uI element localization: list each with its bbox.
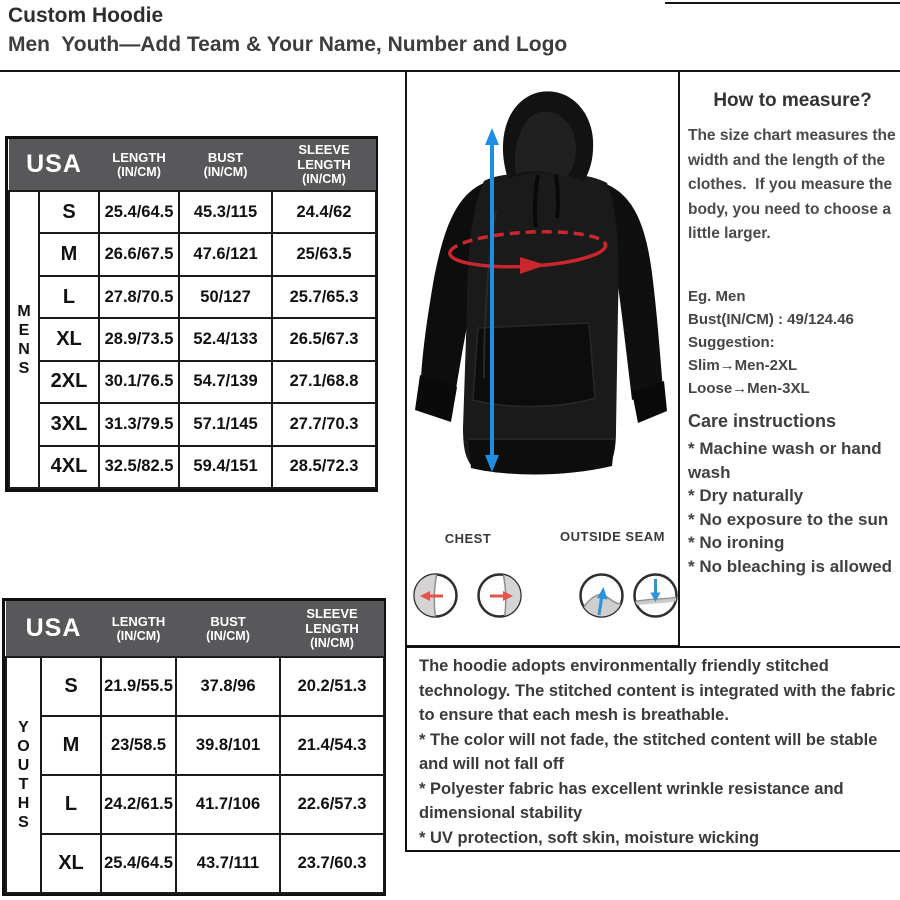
hoodie-box-left-border xyxy=(405,71,407,647)
header-row xyxy=(9,139,376,191)
length-cell: 30.1/76.5 xyxy=(99,361,179,403)
sleeve-cell: 25.7/65.3 xyxy=(272,276,376,318)
table-row xyxy=(6,834,384,893)
product-description-line: The hoodie adopts environmentally friendly stitched technology. The stitched content is integrated with the fabric to ensure that each mesh is breathable. xyxy=(419,657,896,724)
page-title: Custom Hoodie xyxy=(8,4,164,27)
size-label: M xyxy=(39,233,99,275)
bust-cell: 39.8/101 xyxy=(176,716,280,775)
bust-cell: 52.4/133 xyxy=(179,318,272,360)
hoodie-product-image xyxy=(408,78,680,518)
chest-width-left-icon xyxy=(412,572,459,619)
youths-size-table xyxy=(2,598,386,896)
bust-cell: 41.7/106 xyxy=(176,775,280,834)
outside-seam-down-icon xyxy=(632,572,679,619)
sleeve-cell: 24.4/62 xyxy=(272,191,376,233)
length-cell: 21.9/55.5 xyxy=(101,657,176,716)
hoodie-illustration xyxy=(415,91,667,474)
header-row xyxy=(6,601,384,657)
title-divider xyxy=(0,70,900,72)
care-instruction-item: * No bleaching is allowed xyxy=(688,556,893,576)
column-header-usa: USA xyxy=(9,139,99,191)
sleeve-cell: 25/63.5 xyxy=(272,233,376,275)
size-example-line: Slim→Men-2XL xyxy=(688,357,798,374)
care-instruction-item: * Machine wash or hand wash xyxy=(688,439,882,482)
size-label: 4XL xyxy=(39,446,99,488)
size-label: 3XL xyxy=(39,403,99,445)
length-cell: 32.5/82.5 xyxy=(99,446,179,488)
product-description-line: * UV protection, soft skin, moisture wicking xyxy=(419,828,760,847)
chest-label: CHEST xyxy=(444,531,492,546)
length-cell: 24.2/61.5 xyxy=(101,775,176,834)
column-header: BUST (IN/CM) xyxy=(179,139,272,191)
size-example-line: Bust(IN/CM) : 49/124.46 xyxy=(688,311,854,328)
table-row xyxy=(9,318,376,360)
size-example-block xyxy=(688,285,896,400)
table-row xyxy=(9,403,376,445)
column-header: LENGTH (IN/CM) xyxy=(101,601,176,657)
sleeve-cell: 28.5/72.3 xyxy=(272,446,376,488)
product-description-box xyxy=(405,646,900,852)
top-right-divider xyxy=(665,2,900,4)
bust-cell: 54.7/139 xyxy=(179,361,272,403)
table-row xyxy=(9,233,376,275)
table-row xyxy=(6,775,384,834)
sleeve-cell: 27.7/70.3 xyxy=(272,403,376,445)
table-row xyxy=(9,191,376,233)
bust-cell: 50/127 xyxy=(179,276,272,318)
size-label: XL xyxy=(39,318,99,360)
care-instruction-item: * No ironing xyxy=(688,533,785,552)
care-instruction-item: * No exposure to the sun xyxy=(688,509,889,529)
sleeve-cell: 26.5/67.3 xyxy=(272,318,376,360)
how-to-measure-heading: How to measure? xyxy=(713,90,872,111)
length-cell: 28.9/73.5 xyxy=(99,318,179,360)
column-header: BUST (IN/CM) xyxy=(176,601,280,657)
product-description-line: * The color will not fade, the stitched content will be stable and will not fall off xyxy=(419,730,878,773)
bust-cell: 45.3/115 xyxy=(179,191,272,233)
table-row xyxy=(9,361,376,403)
bust-cell: 37.8/96 xyxy=(176,657,280,716)
table-row xyxy=(9,446,376,488)
length-cell: 25.4/64.5 xyxy=(101,834,176,893)
care-instructions-heading: Care instructions xyxy=(688,411,837,431)
size-label: S xyxy=(39,191,99,233)
column-header-usa: USA xyxy=(6,601,101,657)
length-cell: 25.4/64.5 xyxy=(99,191,179,233)
bust-cell: 47.6/121 xyxy=(179,233,272,275)
outside-seam-up-icon xyxy=(578,572,625,619)
product-description-line: * Polyester fabric has excellent wrinkle resistance and dimensional stability xyxy=(419,779,844,822)
column-header: SLEEVE LENGTH (IN/CM) xyxy=(272,139,376,191)
column-header: SLEEVE LENGTH (IN/CM) xyxy=(280,601,384,657)
sleeve-cell: 20.2/51.3 xyxy=(280,657,384,716)
chest-width-right-icon xyxy=(476,572,523,619)
size-table-grid xyxy=(8,139,377,489)
size-label: XL xyxy=(41,834,101,893)
size-example-line: Loose→Men-3XL xyxy=(688,380,810,397)
length-cell: 26.6/67.5 xyxy=(99,233,179,275)
outside-seam-label: OUTSIDE SEAM xyxy=(560,529,665,544)
size-example-line: Eg. Men xyxy=(688,288,746,305)
size-label: L xyxy=(39,276,99,318)
bust-cell: 57.1/145 xyxy=(179,403,272,445)
group-label: Y O U T H S xyxy=(6,657,41,893)
group-label: M E N S xyxy=(9,191,39,488)
how-to-measure-body: The size chart measures the width and the length of the clothes. If you measure the body, you need to choose a little larger. xyxy=(688,127,900,242)
length-cell: 31.3/79.5 xyxy=(99,403,179,445)
table-row xyxy=(9,276,376,318)
table-row xyxy=(6,657,384,716)
size-label: 2XL xyxy=(39,361,99,403)
length-cell: 27.8/70.5 xyxy=(99,276,179,318)
column-header: LENGTH (IN/CM) xyxy=(99,139,179,191)
size-table-grid xyxy=(5,601,385,894)
bust-cell: 59.4/151 xyxy=(179,446,272,488)
page-subtitle: Men Youth—Add Team & Your Name, Number and Logo xyxy=(8,33,568,56)
sleeve-cell: 21.4/54.3 xyxy=(280,716,384,775)
sleeve-cell: 27.1/68.8 xyxy=(272,361,376,403)
mens-size-table xyxy=(5,136,378,492)
sleeve-cell: 22.6/57.3 xyxy=(280,775,384,834)
bust-cell: 43.7/111 xyxy=(176,834,280,893)
care-instructions-list xyxy=(688,437,894,578)
sleeve-cell: 23.7/60.3 xyxy=(280,834,384,893)
size-example-line: Suggestion: xyxy=(688,334,775,351)
size-label: M xyxy=(41,716,101,775)
care-instruction-item: * Dry naturally xyxy=(688,486,804,505)
size-label: S xyxy=(41,657,101,716)
size-label: L xyxy=(41,775,101,834)
length-cell: 23/58.5 xyxy=(101,716,176,775)
table-row xyxy=(6,716,384,775)
